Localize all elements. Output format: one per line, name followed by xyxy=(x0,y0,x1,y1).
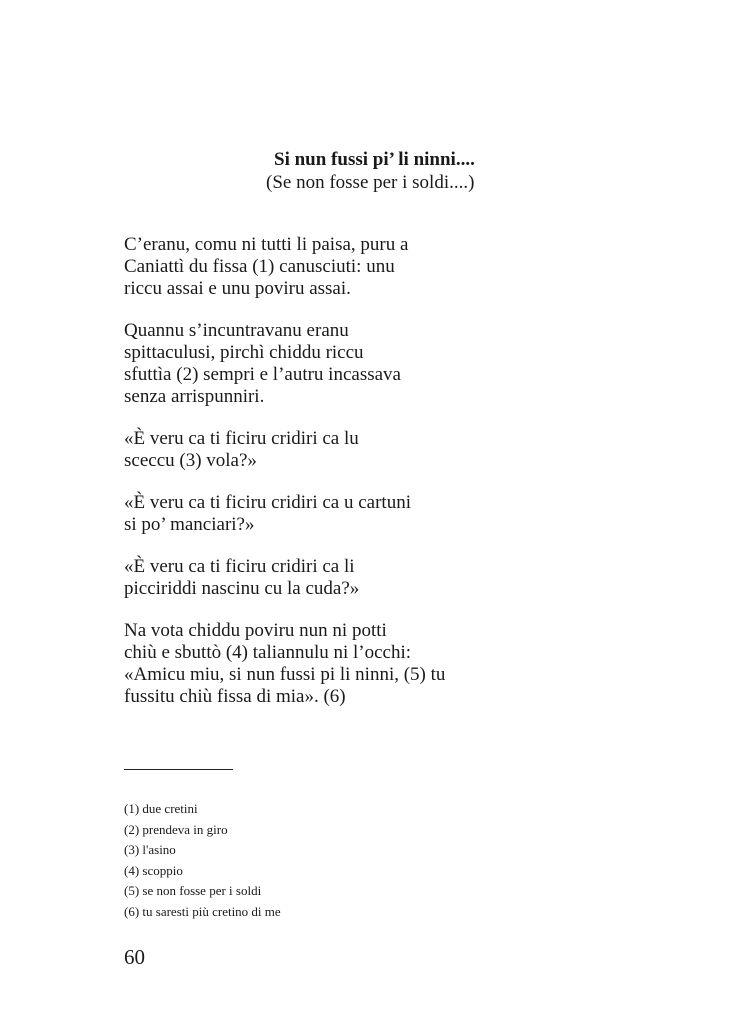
footnote-item: (1) due cretini xyxy=(124,801,198,816)
footnote-item: (5) se non fosse per i soldi xyxy=(124,883,262,898)
page-subtitle: (Se non fosse per i soldi....) xyxy=(266,172,475,193)
text-line: «Amicu miu, si nun fussi pi li ninni, (5) tu xyxy=(124,664,446,685)
text-line: chiù e sbuttò (4) taliannulu ni l’occhi: xyxy=(124,642,412,663)
text-line: spittaculusi, pirchì chiddu riccu xyxy=(124,342,364,363)
paragraph-3 xyxy=(124,428,544,472)
text-line: fussitu chiù fissa di mia». (6) xyxy=(124,686,346,707)
paragraph-4 xyxy=(124,492,544,536)
text-line: Quannu s’incuntravanu eranu xyxy=(124,320,349,341)
text-line: riccu assai e unu poviru assai. xyxy=(124,278,351,299)
text-line: Na vota chiddu poviru nun ni potti xyxy=(124,620,387,641)
text-line: C’eranu, comu ni tutti li paisa, puru a xyxy=(124,234,409,255)
paragraph-5 xyxy=(124,556,544,600)
footnotes-list xyxy=(124,799,424,922)
page-title: Si nun fussi pi’ li ninni.... xyxy=(274,149,475,170)
story-body xyxy=(124,234,544,728)
footnote-item: (2) prendeva in giro xyxy=(124,821,228,837)
text-line: «È veru ca ti ficiru cridiri ca u cartuni xyxy=(124,492,411,513)
footnote-divider xyxy=(124,769,233,770)
text-line: Caniattì du fissa (1) canusciuti: unu xyxy=(124,256,395,277)
text-line: si po’ manciari?» xyxy=(124,514,255,535)
paragraph-6 xyxy=(124,620,544,708)
title-block xyxy=(266,148,566,194)
paragraph-2 xyxy=(124,320,544,408)
text-line: sceccu (3) vola?» xyxy=(124,450,257,471)
text-line: picciriddi nascinu cu la cuda?» xyxy=(124,578,360,599)
footnote-item: (3) l'asino xyxy=(124,842,176,857)
text-line: senza arrispunniri. xyxy=(124,386,265,407)
paragraph-1 xyxy=(124,234,544,300)
page-number: 60 xyxy=(124,945,145,969)
text-line: «È veru ca ti ficiru cridiri ca lu xyxy=(124,428,359,449)
footnote-item: (6) tu saresti più cretino di me xyxy=(124,903,281,919)
footnote-item: (4) scoppio xyxy=(124,862,183,878)
text-line: sfuttìa (2) sempri e l’autru incassava xyxy=(124,364,401,385)
text-line: «È veru ca ti ficiru cridiri ca li xyxy=(124,556,355,577)
